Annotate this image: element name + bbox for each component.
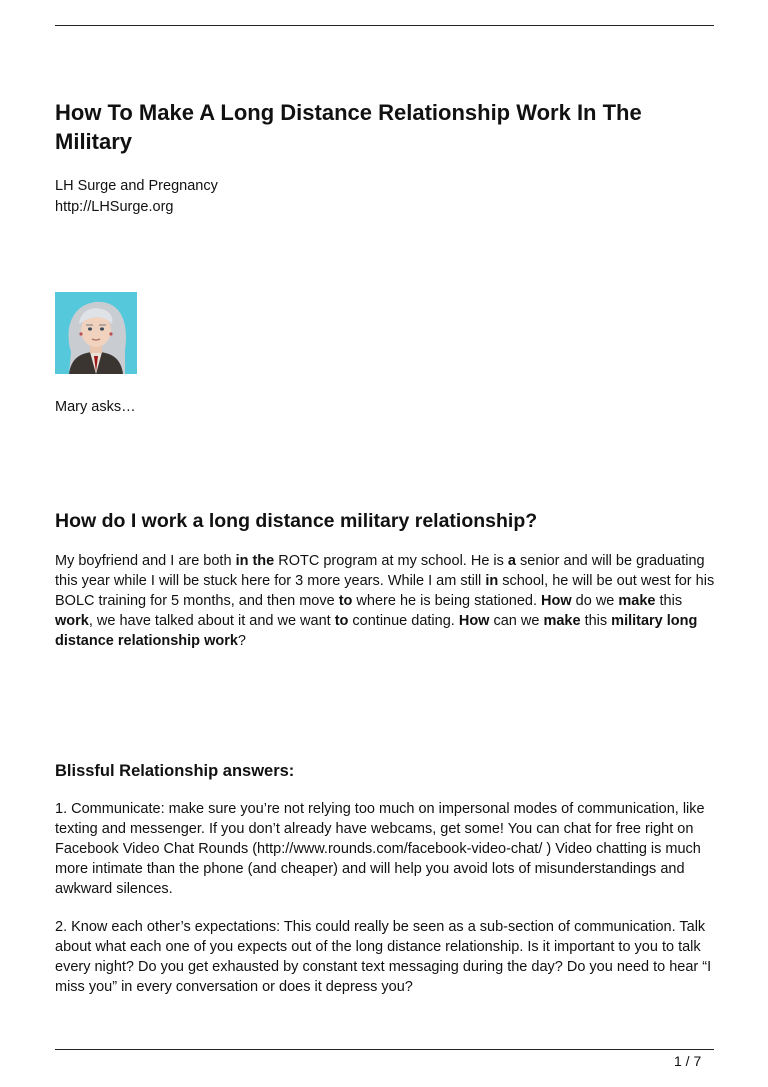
document-title: How To Make A Long Distance Relationship Work In The Military <box>55 100 642 154</box>
question-keyword: to <box>334 613 349 629</box>
question-keyword: in the <box>235 553 275 569</box>
source-block <box>55 176 218 218</box>
footer-rule <box>55 1049 714 1050</box>
question-segment: do we <box>571 593 619 609</box>
question-keyword: military long distance relationship work <box>55 613 698 649</box>
user-avatar-icon <box>55 292 137 374</box>
question-segment: , we have talked about it and we want <box>88 613 335 629</box>
source-name: LH Surge and Pregnancy <box>55 178 218 194</box>
question-keyword: in <box>485 573 499 589</box>
question-segment: continue dating. <box>348 613 459 629</box>
answer-item-communicate: 1. Communicate: make sure you’re not relying too much on impersonal modes of communication, like texting and messenger. If you don’t already have webcams, get some! You can chat for free right on Facebook Video Chat Rounds (http://www.rounds.com/facebook-video-chat/ ) Video chatting is much more intimate than the phone (and cheaper) and will help you avoid lots of misunderstandings and awkward silences. <box>55 801 705 897</box>
question-keyword: to <box>338 593 353 609</box>
answers-heading: Blissful Relationship answers: <box>55 762 295 780</box>
question-segment: where he is being stationed. <box>352 593 542 609</box>
question-segment: this <box>580 613 612 629</box>
question-heading: How do I work a long distance military relationship? <box>55 510 538 532</box>
question-segment: My boyfriend and I are both <box>55 553 236 569</box>
question-keyword: How <box>541 593 572 609</box>
question-keyword: make <box>543 613 581 629</box>
source-url[interactable]: http://LHSurge.org <box>55 199 174 215</box>
header-rule <box>55 25 714 26</box>
question-body <box>55 551 720 651</box>
question-segment: this <box>655 593 683 609</box>
question-segment: can we <box>489 613 544 629</box>
question-segment: school, he will be out west for his BOLC training for 5 months, and then move <box>55 573 715 609</box>
question-segment: ROTC program at my school. He is <box>274 553 508 569</box>
page-number: 1 / 7 <box>674 1053 702 1069</box>
question-segment: ? <box>237 633 246 649</box>
question-keyword: a <box>507 553 516 569</box>
answer-item-expectations: 2. Know each other’s expectations: This could really be seen as a sub-section of communication. Talk about what each one of you expects out of the long distance relationship. Is it important to you to talk every night? Do you get exhausted by constant text messaging during the day? Do you need to hear “I miss you” in every conversation or does it depress you? <box>55 919 712 995</box>
question-keyword: make <box>618 593 656 609</box>
asker-label: Mary asks… <box>55 399 136 415</box>
question-segment: senior and will be graduating this year while I will be stuck here for 3 more years. While I am still <box>55 553 705 589</box>
question-keyword: work <box>55 613 89 629</box>
question-keyword: How <box>458 613 490 629</box>
